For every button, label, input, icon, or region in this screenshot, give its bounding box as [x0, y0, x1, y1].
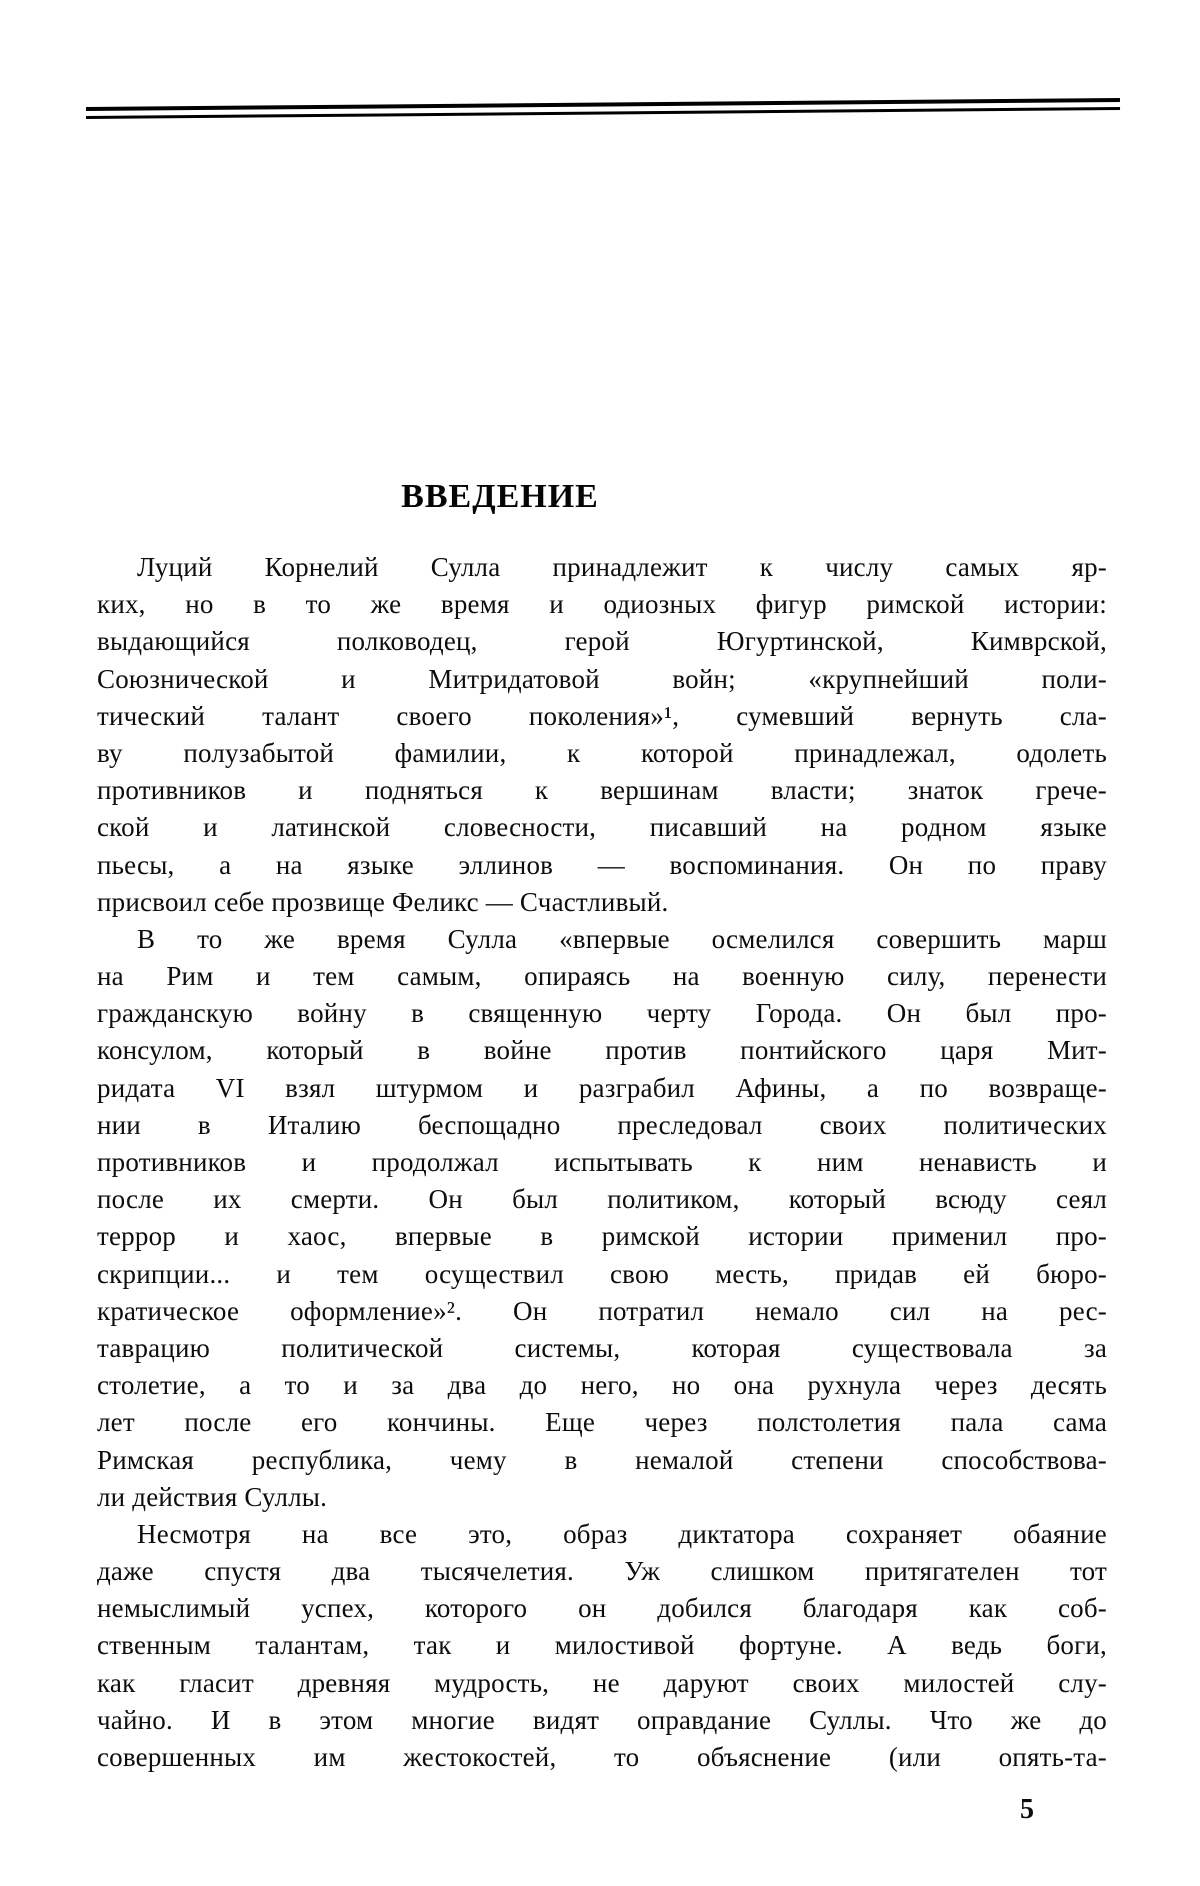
text-line: нии в Италию беспощадно преследовал своих политических: [97, 1109, 1107, 1140]
text-line: террор и хаос, впервые в римской истории применил про-: [97, 1221, 1107, 1252]
text-line: противников и продолжал испытывать к ним ненависть и: [97, 1147, 1107, 1177]
body-text: [97, 549, 1107, 1776]
text-line: Союзнической и Митридатовой войн; «крупнейший поли-: [97, 663, 1107, 694]
text-line: таврацию политической системы, которая существовала за: [97, 1332, 1107, 1363]
text-line: В то же время Сулла «впервые осмелился совершить марш: [137, 923, 1107, 954]
text-line: столетие, а то и за два до него, но она рухнула через десять: [97, 1370, 1107, 1401]
text-line: как гласит древняя мудрость, не даруют своих милостей слу-: [97, 1667, 1107, 1698]
text-line: даже спустя два тысячелетия. Уж слишком притягателен тот: [97, 1556, 1107, 1587]
page-number: 5: [1020, 1794, 1034, 1825]
text-line: тический талант своего поколения»¹, сумевший вернуть сла-: [97, 700, 1107, 731]
text-line: после их смерти. Он был политиком, который всюду сеял: [97, 1184, 1107, 1215]
text-line: кратическое оформление»². Он потратил немало сил на рес-: [97, 1295, 1107, 1326]
text-line: ридата VI взял штурмом и разграбил Афины, а по возвраще-: [97, 1072, 1107, 1103]
text-line: Римская республика, чему в немалой степени способствова-: [97, 1444, 1107, 1475]
text-line: скрипции... и тем осуществил свою месть, придав ей бюро-: [97, 1258, 1107, 1289]
text-line: Несмотря на все это, образ диктатора сохраняет обаяние: [137, 1518, 1107, 1549]
text-line: присвоил себе прозвище Феликс — Счастливый.: [97, 886, 669, 917]
text-line: лет после его кончины. Еще через полстолетия пала сама: [97, 1407, 1107, 1438]
text-line: ву полузабытой фамилии, к которой принадлежал, одолеть: [97, 737, 1107, 768]
text-line: ской и латинской словесности, писавший на родном языке: [97, 812, 1107, 843]
text-line: чайно. И в этом многие видят оправдание Суллы. Что же до: [97, 1704, 1107, 1735]
text-line: пьесы, а на языке эллинов — воспоминания. Он по праву: [97, 849, 1107, 880]
text-line: гражданскую войну в священную черту Города. Он был про-: [97, 998, 1107, 1029]
text-line: выдающийся полководец, герой Югуртинской, Кимврской,: [97, 626, 1107, 657]
text-line: ли действия Суллы.: [97, 1481, 328, 1512]
text-line: ственным талантам, так и милостивой фортуне. А ведь боги,: [97, 1630, 1107, 1661]
text-line: совершенных им жестокостей, то объяснение (или опять-та-: [97, 1742, 1107, 1772]
text-line: немыслимый успех, которого он добился благодаря как соб-: [97, 1593, 1107, 1624]
text-line: Луций Корнелий Сулла принадлежит к числу самых яр-: [137, 552, 1107, 582]
text-line: противников и подняться к вершинам власти; знаток грече-: [97, 775, 1107, 806]
text-line: ких, но в то же время и одиозных фигур римской истории:: [97, 589, 1107, 620]
text-line: на Рим и тем самым, опираясь на военную силу, перенести: [97, 961, 1107, 992]
top-double-rule: [86, 98, 1120, 119]
chapter-title: ВВЕДЕНИЕ: [401, 478, 599, 515]
text-line: консулом, который в войне против понтийского царя Мит-: [97, 1035, 1107, 1066]
